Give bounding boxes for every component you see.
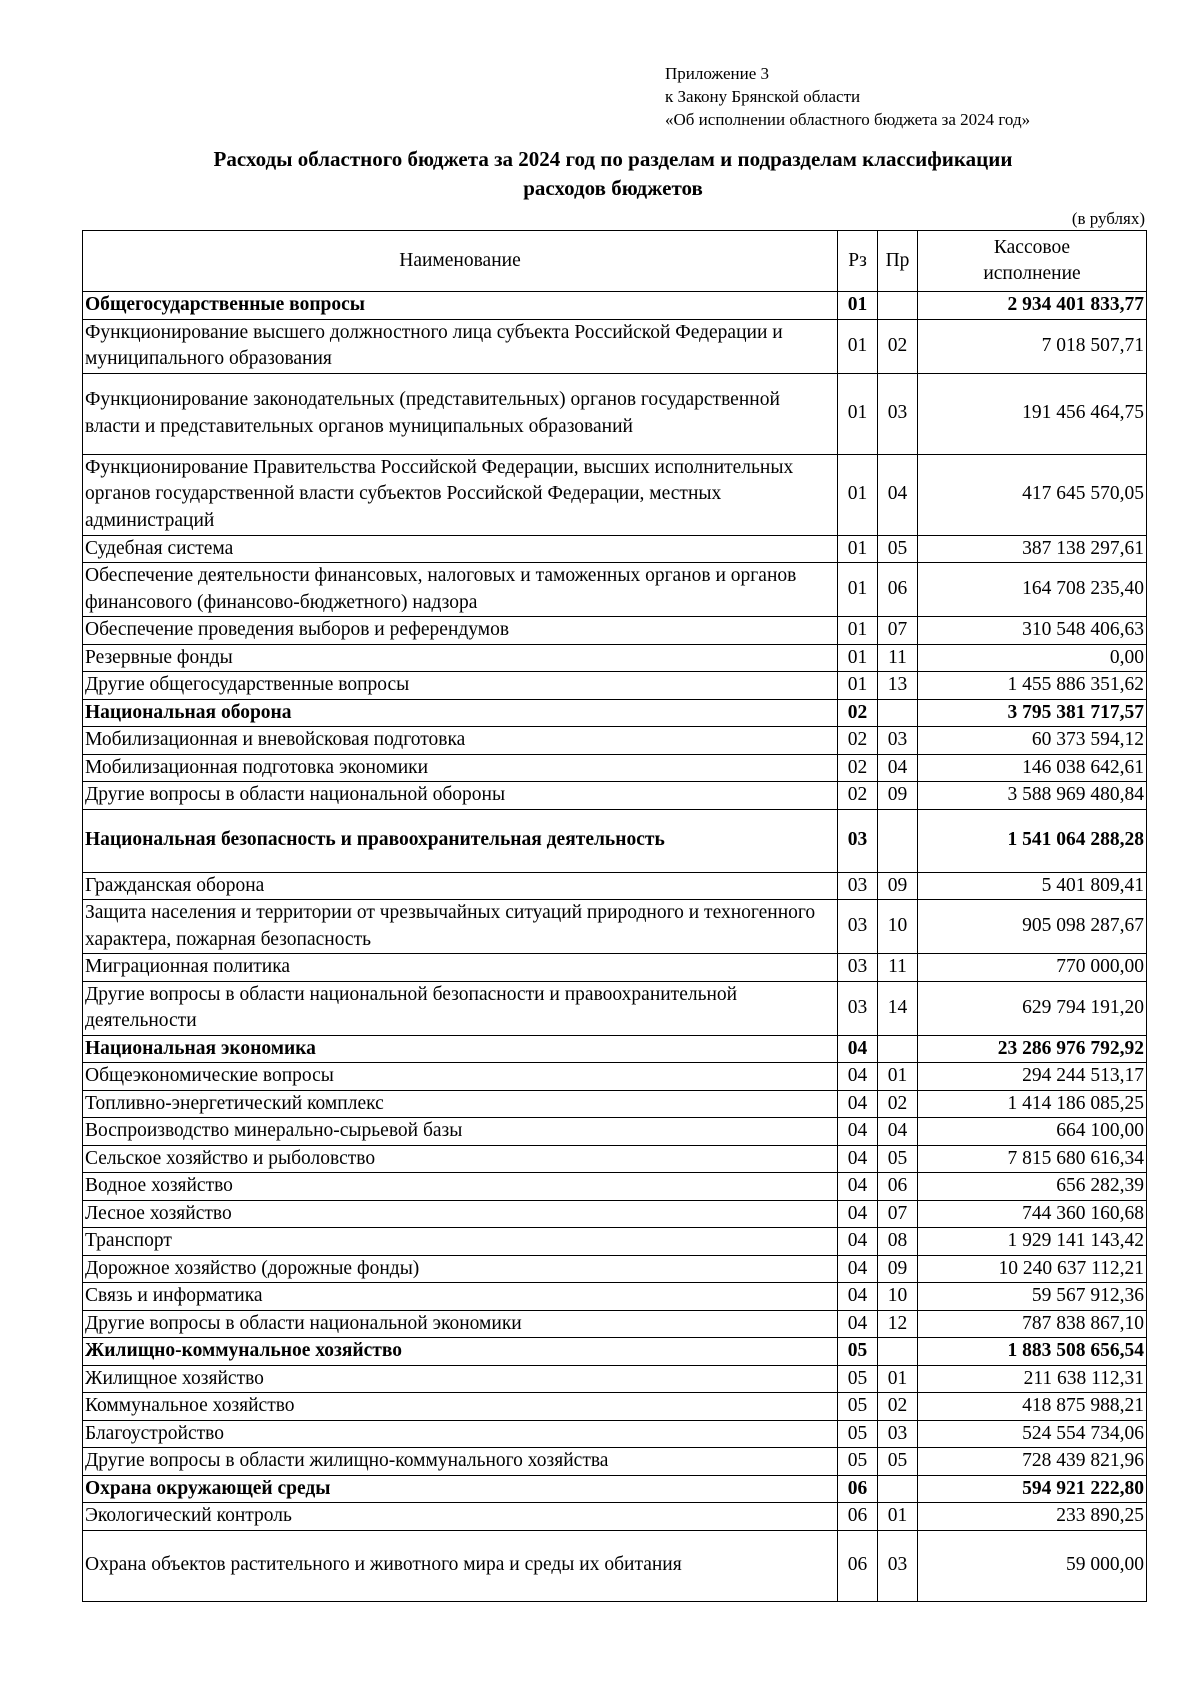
row-pr: 01: [878, 1063, 918, 1091]
row-pr: 09: [878, 872, 918, 900]
row-pr: 03: [878, 1420, 918, 1448]
row-amount: 7 018 507,71: [918, 319, 1147, 373]
row-rz: 05: [838, 1420, 878, 1448]
unit-label: (в рублях): [1071, 209, 1145, 228]
row-name: Охрана объектов растительного и животного мира и среды их обитания: [83, 1530, 838, 1601]
column-header-amount: [918, 231, 1147, 292]
row-name: Экологический контроль: [83, 1503, 838, 1531]
table-row: [83, 644, 1147, 672]
row-rz: 04: [838, 1035, 878, 1063]
row-amount: 164 708 235,40: [918, 563, 1147, 617]
column-header-pr: Пр: [878, 231, 918, 292]
row-amount: 3 588 969 480,84: [918, 782, 1147, 810]
row-rz: 01: [838, 644, 878, 672]
row-pr: 03: [878, 727, 918, 755]
row-name: Воспроизводство минерально-сырьевой базы: [83, 1118, 838, 1146]
table-row: [83, 1200, 1147, 1228]
table-row: [83, 1283, 1147, 1311]
section-row: [83, 1338, 1147, 1366]
table-row: [83, 373, 1147, 454]
row-rz: 06: [838, 1530, 878, 1601]
row-pr: 10: [878, 1283, 918, 1311]
table-row: [83, 1090, 1147, 1118]
table-row: [83, 454, 1147, 535]
row-rz: 01: [838, 319, 878, 373]
row-name: Дорожное хозяйство (дорожные фонды): [83, 1255, 838, 1283]
row-amount: 656 282,39: [918, 1173, 1147, 1201]
row-amount: 664 100,00: [918, 1118, 1147, 1146]
table-row: [83, 535, 1147, 563]
row-pr: 02: [878, 1393, 918, 1421]
table-row: [83, 754, 1147, 782]
row-amount: 594 921 222,80: [918, 1475, 1147, 1503]
row-name: Национальная безопасность и правоохранительная деятельность: [83, 809, 838, 872]
row-rz: 05: [838, 1338, 878, 1366]
row-pr: 01: [878, 1503, 918, 1531]
row-pr: 10: [878, 900, 918, 954]
appendix-line: Приложение 3: [665, 64, 769, 83]
table-row: [83, 954, 1147, 982]
row-amount: 728 439 821,96: [918, 1448, 1147, 1476]
row-amount: 417 645 570,05: [918, 454, 1147, 535]
row-pr: [878, 809, 918, 872]
row-rz: 04: [838, 1145, 878, 1173]
row-rz: 03: [838, 809, 878, 872]
row-name: Защита населения и территории от чрезвычайных ситуаций природного и техногенного характера, пожарная безопасность: [83, 900, 838, 954]
row-name: Общеэкономические вопросы: [83, 1063, 838, 1091]
row-amount: 294 244 513,17: [918, 1063, 1147, 1091]
row-name: Жилищное хозяйство: [83, 1365, 838, 1393]
row-amount: 2 934 401 833,77: [918, 292, 1147, 320]
row-amount: 629 794 191,20: [918, 981, 1147, 1035]
row-name: Благоустройство: [83, 1420, 838, 1448]
row-rz: 04: [838, 1118, 878, 1146]
row-amount: 3 795 381 717,57: [918, 699, 1147, 727]
row-amount: 1 455 886 351,62: [918, 672, 1147, 700]
row-amount: 787 838 867,10: [918, 1310, 1147, 1338]
row-rz: 04: [838, 1310, 878, 1338]
table-row: [83, 1420, 1147, 1448]
row-name: Функционирование высшего должностного лица субъекта Российской Федерации и муниципального образования: [83, 319, 838, 373]
row-pr: 04: [878, 754, 918, 782]
row-amount: 387 138 297,61: [918, 535, 1147, 563]
row-name: Обеспечение деятельности финансовых, налоговых и таможенных органов и органов финансового (финансово-бюджетного) надзора: [83, 563, 838, 617]
row-name: Связь и информатика: [83, 1283, 838, 1311]
table-row: [83, 1310, 1147, 1338]
table-row: [83, 1063, 1147, 1091]
row-name: Мобилизационная подготовка экономики: [83, 754, 838, 782]
row-pr: 06: [878, 1173, 918, 1201]
row-pr: 09: [878, 782, 918, 810]
row-pr: 04: [878, 1118, 918, 1146]
row-pr: 05: [878, 535, 918, 563]
row-amount: 524 554 734,06: [918, 1420, 1147, 1448]
column-header-rz: Рз: [838, 231, 878, 292]
table-row: [83, 617, 1147, 645]
row-pr: 12: [878, 1310, 918, 1338]
row-rz: 01: [838, 292, 878, 320]
section-row: [83, 1475, 1147, 1503]
row-name: Мобилизационная и вневойсковая подготовка: [83, 727, 838, 755]
row-rz: 03: [838, 954, 878, 982]
row-pr: 08: [878, 1228, 918, 1256]
table-row: [83, 981, 1147, 1035]
row-rz: 04: [838, 1063, 878, 1091]
row-name: Другие вопросы в области национальной обороны: [83, 782, 838, 810]
row-rz: 03: [838, 900, 878, 954]
section-row: [83, 292, 1147, 320]
row-pr: 04: [878, 454, 918, 535]
row-amount: 7 815 680 616,34: [918, 1145, 1147, 1173]
row-amount: 60 373 594,12: [918, 727, 1147, 755]
row-rz: 05: [838, 1365, 878, 1393]
row-pr: 03: [878, 373, 918, 454]
row-rz: 01: [838, 373, 878, 454]
table-row: [83, 900, 1147, 954]
column-header-amount-line2: исполнение: [983, 263, 1081, 284]
row-rz: 01: [838, 454, 878, 535]
row-pr: 01: [878, 1365, 918, 1393]
table-row: [83, 1255, 1147, 1283]
row-name: Резервные фонды: [83, 644, 838, 672]
row-name: Водное хозяйство: [83, 1173, 838, 1201]
row-pr: [878, 1035, 918, 1063]
row-amount: 59 000,00: [918, 1530, 1147, 1601]
row-rz: 03: [838, 981, 878, 1035]
row-pr: 07: [878, 1200, 918, 1228]
row-pr: 02: [878, 319, 918, 373]
appendix-block: [665, 62, 1030, 131]
row-amount: 59 567 912,36: [918, 1283, 1147, 1311]
row-amount: 744 360 160,68: [918, 1200, 1147, 1228]
row-rz: 02: [838, 727, 878, 755]
appendix-line: «Об исполнении областного бюджета за 2024 год»: [665, 110, 1031, 129]
row-pr: 11: [878, 954, 918, 982]
row-pr: [878, 1338, 918, 1366]
section-row: [83, 809, 1147, 872]
row-amount: 1 414 186 085,25: [918, 1090, 1147, 1118]
row-amount: 1 929 141 143,42: [918, 1228, 1147, 1256]
row-name: Миграционная политика: [83, 954, 838, 982]
table-row: [83, 1530, 1147, 1601]
table-row: [83, 782, 1147, 810]
row-pr: 05: [878, 1448, 918, 1476]
row-name: Транспорт: [83, 1228, 838, 1256]
table-row: [83, 1173, 1147, 1201]
row-name: Лесное хозяйство: [83, 1200, 838, 1228]
row-name: Функционирование законодательных (представительных) органов государственной власти и представительных органов муниципальных образований: [83, 373, 838, 454]
row-pr: 07: [878, 617, 918, 645]
row-pr: 09: [878, 1255, 918, 1283]
row-rz: 06: [838, 1503, 878, 1531]
row-pr: [878, 292, 918, 320]
row-rz: 01: [838, 617, 878, 645]
table-row: [83, 872, 1147, 900]
row-pr: 14: [878, 981, 918, 1035]
row-rz: 02: [838, 699, 878, 727]
row-amount: 905 098 287,67: [918, 900, 1147, 954]
row-amount: 191 456 464,75: [918, 373, 1147, 454]
column-header-name: Наименование: [83, 231, 838, 292]
table-row: [83, 727, 1147, 755]
row-amount: 1 541 064 288,28: [918, 809, 1147, 872]
row-name: Судебная система: [83, 535, 838, 563]
row-name: Общегосударственные вопросы: [83, 292, 838, 320]
table-row: [83, 1145, 1147, 1173]
row-rz: 02: [838, 782, 878, 810]
row-name: Гражданская оборона: [83, 872, 838, 900]
row-rz: 04: [838, 1255, 878, 1283]
row-rz: 01: [838, 563, 878, 617]
row-name: Охрана окружающей среды: [83, 1475, 838, 1503]
row-rz: 01: [838, 535, 878, 563]
row-amount: 0,00: [918, 644, 1147, 672]
row-pr: 03: [878, 1530, 918, 1601]
row-rz: 04: [838, 1173, 878, 1201]
row-pr: 06: [878, 563, 918, 617]
row-name: Другие вопросы в области жилищно-коммунального хозяйства: [83, 1448, 838, 1476]
row-amount: 770 000,00: [918, 954, 1147, 982]
row-rz: 04: [838, 1283, 878, 1311]
row-amount: 1 883 508 656,54: [918, 1338, 1147, 1366]
row-pr: [878, 699, 918, 727]
appendix-line: к Закону Брянской области: [665, 87, 861, 106]
row-name: Другие общегосударственные вопросы: [83, 672, 838, 700]
table-row: [83, 563, 1147, 617]
table-row: [83, 1448, 1147, 1476]
row-amount: 310 548 406,63: [918, 617, 1147, 645]
row-amount: 23 286 976 792,92: [918, 1035, 1147, 1063]
row-name: Функционирование Правительства Российской Федерации, высших исполнительных органов государственной власти субъектов Российской Федерации, местных администраций: [83, 454, 838, 535]
row-rz: 02: [838, 754, 878, 782]
row-pr: 11: [878, 644, 918, 672]
page-title: [82, 145, 1144, 203]
row-rz: 01: [838, 672, 878, 700]
row-rz: 05: [838, 1448, 878, 1476]
row-name: Сельское хозяйство и рыболовство: [83, 1145, 838, 1173]
row-name: Национальная оборона: [83, 699, 838, 727]
table-row: [83, 1365, 1147, 1393]
row-amount: 418 875 988,21: [918, 1393, 1147, 1421]
row-name: Топливно-энергетический комплекс: [83, 1090, 838, 1118]
row-amount: 233 890,25: [918, 1503, 1147, 1531]
table-row: [83, 1393, 1147, 1421]
row-amount: 211 638 112,31: [918, 1365, 1147, 1393]
table-header-row: [83, 231, 1147, 292]
row-pr: [878, 1475, 918, 1503]
section-row: [83, 1035, 1147, 1063]
row-name: Жилищно-коммунальное хозяйство: [83, 1338, 838, 1366]
table-row: [83, 1228, 1147, 1256]
row-name: Другие вопросы в области национальной экономики: [83, 1310, 838, 1338]
row-rz: 04: [838, 1228, 878, 1256]
row-amount: 146 038 642,61: [918, 754, 1147, 782]
row-rz: 05: [838, 1393, 878, 1421]
row-rz: 03: [838, 872, 878, 900]
row-pr: 13: [878, 672, 918, 700]
row-rz: 04: [838, 1090, 878, 1118]
row-name: Другие вопросы в области национальной безопасности и правоохранительной деятельности: [83, 981, 838, 1035]
row-amount: 10 240 637 112,21: [918, 1255, 1147, 1283]
row-rz: 06: [838, 1475, 878, 1503]
column-header-amount-line1: Кассовое: [993, 237, 1071, 258]
row-name: Обеспечение проведения выборов и референдумов: [83, 617, 838, 645]
title-line-2: расходов бюджетов: [523, 176, 703, 200]
table-row: [83, 1503, 1147, 1531]
row-pr: 05: [878, 1145, 918, 1173]
row-rz: 04: [838, 1200, 878, 1228]
table-row: [83, 672, 1147, 700]
row-name: Национальная экономика: [83, 1035, 838, 1063]
row-amount: 5 401 809,41: [918, 872, 1147, 900]
section-row: [83, 699, 1147, 727]
expenditure-table: [82, 230, 1147, 1602]
row-name: Коммунальное хозяйство: [83, 1393, 838, 1421]
table-row: [83, 319, 1147, 373]
table-row: [83, 1118, 1147, 1146]
row-pr: 02: [878, 1090, 918, 1118]
title-line-1: Расходы областного бюджета за 2024 год по разделам и подразделам классификации: [213, 147, 1013, 171]
